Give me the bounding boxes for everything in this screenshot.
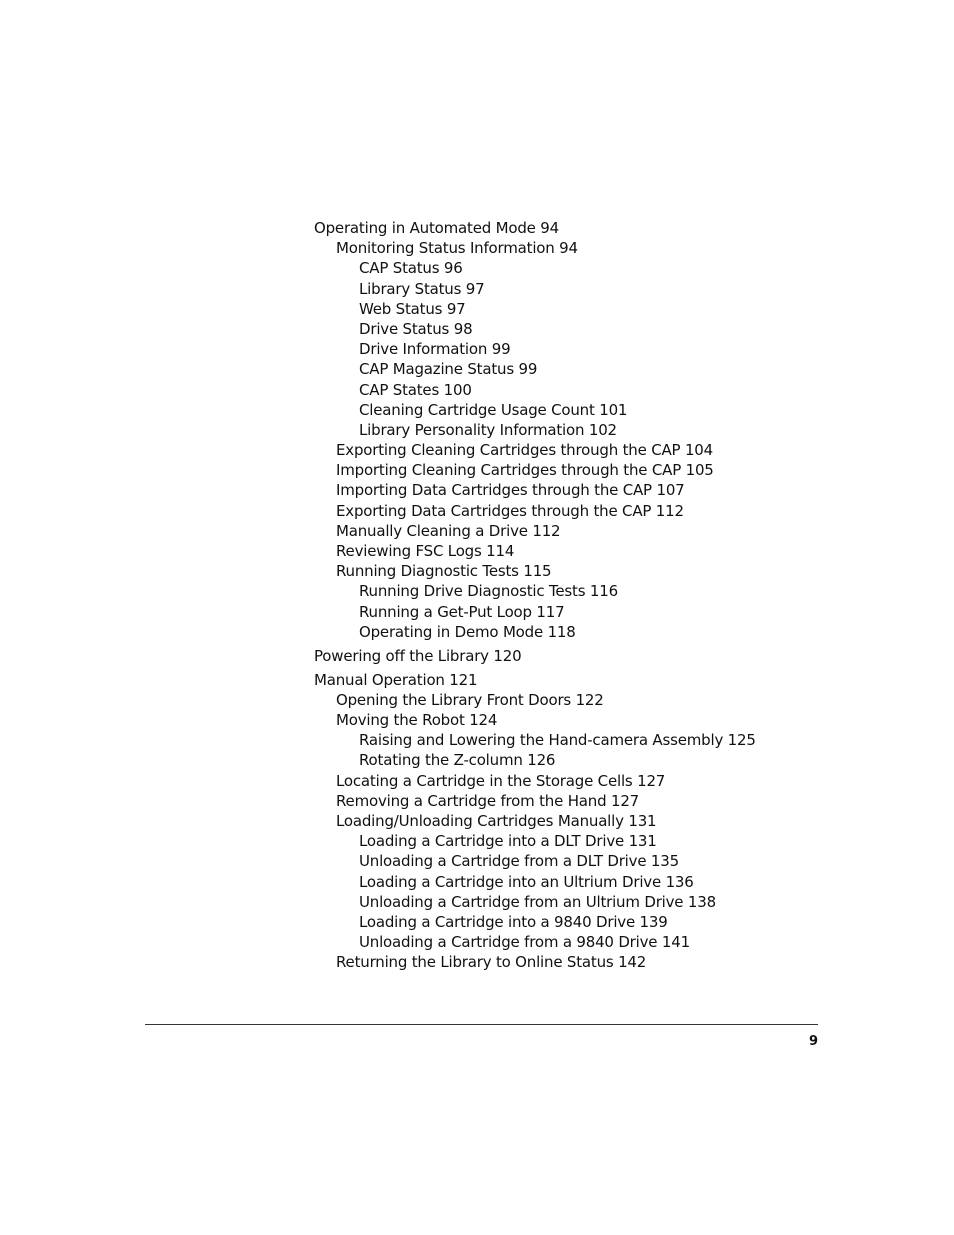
toc-entry: Loading/Unloading Cartridges Manually 131 xyxy=(336,812,657,831)
toc-entry: Importing Cleaning Cartridges through the CAP 105 xyxy=(336,461,714,480)
page-number: 9 xyxy=(808,1034,818,1049)
toc-entry: Unloading a Cartridge from a 9840 Drive 141 xyxy=(359,933,690,952)
toc-entry: Operating in Automated Mode 94 xyxy=(314,219,559,237)
toc-entry: Loading a Cartridge into a DLT Drive 131 xyxy=(359,832,657,851)
toc-entry: Moving the Robot 124 xyxy=(336,711,498,730)
toc-entry: CAP States 100 xyxy=(359,380,472,399)
toc-entry: Importing Data Cartridges through the CAP 107 xyxy=(336,481,685,500)
toc-entry: Loading a Cartridge into a 9840 Drive 139 xyxy=(359,912,668,931)
toc-entry: Unloading a Cartridge from a DLT Drive 135 xyxy=(359,852,679,871)
toc-entry: Unloading a Cartridge from an Ultrium Drive 138 xyxy=(359,892,716,911)
toc-entry: Running Diagnostic Tests 115 xyxy=(336,562,552,581)
toc-entry: Cleaning Cartridge Usage Count 101 xyxy=(359,400,628,419)
toc-entry: Exporting Cleaning Cartridges through the CAP 104 xyxy=(336,441,713,460)
toc-entry: Web Status 97 xyxy=(359,299,466,318)
toc-entry: Exporting Data Cartridges through the CAP 112 xyxy=(336,501,684,520)
toc-entry: Drive Information 99 xyxy=(359,340,511,359)
toc-entry: Rotating the Z-column 126 xyxy=(359,751,556,770)
toc-entry: Raising and Lowering the Hand-camera Assembly 125 xyxy=(359,731,756,750)
toc-entry: Manually Cleaning a Drive 112 xyxy=(336,521,561,540)
toc-entry: CAP Magazine Status 99 xyxy=(359,360,538,379)
toc-entry: Locating a Cartridge in the Storage Cells 127 xyxy=(336,771,666,790)
toc-entry: Running a Get-Put Loop 117 xyxy=(359,602,565,621)
footer-rule xyxy=(145,1024,818,1025)
toc-entry: Library Status 97 xyxy=(359,279,485,298)
toc-entry: Removing a Cartridge from the Hand 127 xyxy=(336,791,640,810)
toc-entry: Reviewing FSC Logs 114 xyxy=(336,542,515,560)
toc-entry: CAP Status 96 xyxy=(359,259,463,278)
toc-entry: Returning the Library to Online Status 142 xyxy=(336,953,647,972)
toc-entry: Powering off the Library 120 xyxy=(314,646,522,665)
toc-entry: Operating in Demo Mode 118 xyxy=(359,622,576,641)
toc-entry: Opening the Library Front Doors 122 xyxy=(336,690,604,709)
toc-entry: Drive Status 98 xyxy=(359,319,473,338)
toc-entry: Manual Operation 121 xyxy=(314,670,478,689)
toc-entry: Loading a Cartridge into an Ultrium Drive 136 xyxy=(359,872,694,891)
toc-entry: Library Personality Information 102 xyxy=(359,420,617,439)
toc-entry: Running Drive Diagnostic Tests 116 xyxy=(359,582,618,601)
toc-entry: Monitoring Status Information 94 xyxy=(336,239,578,258)
table-of-contents xyxy=(314,218,834,973)
